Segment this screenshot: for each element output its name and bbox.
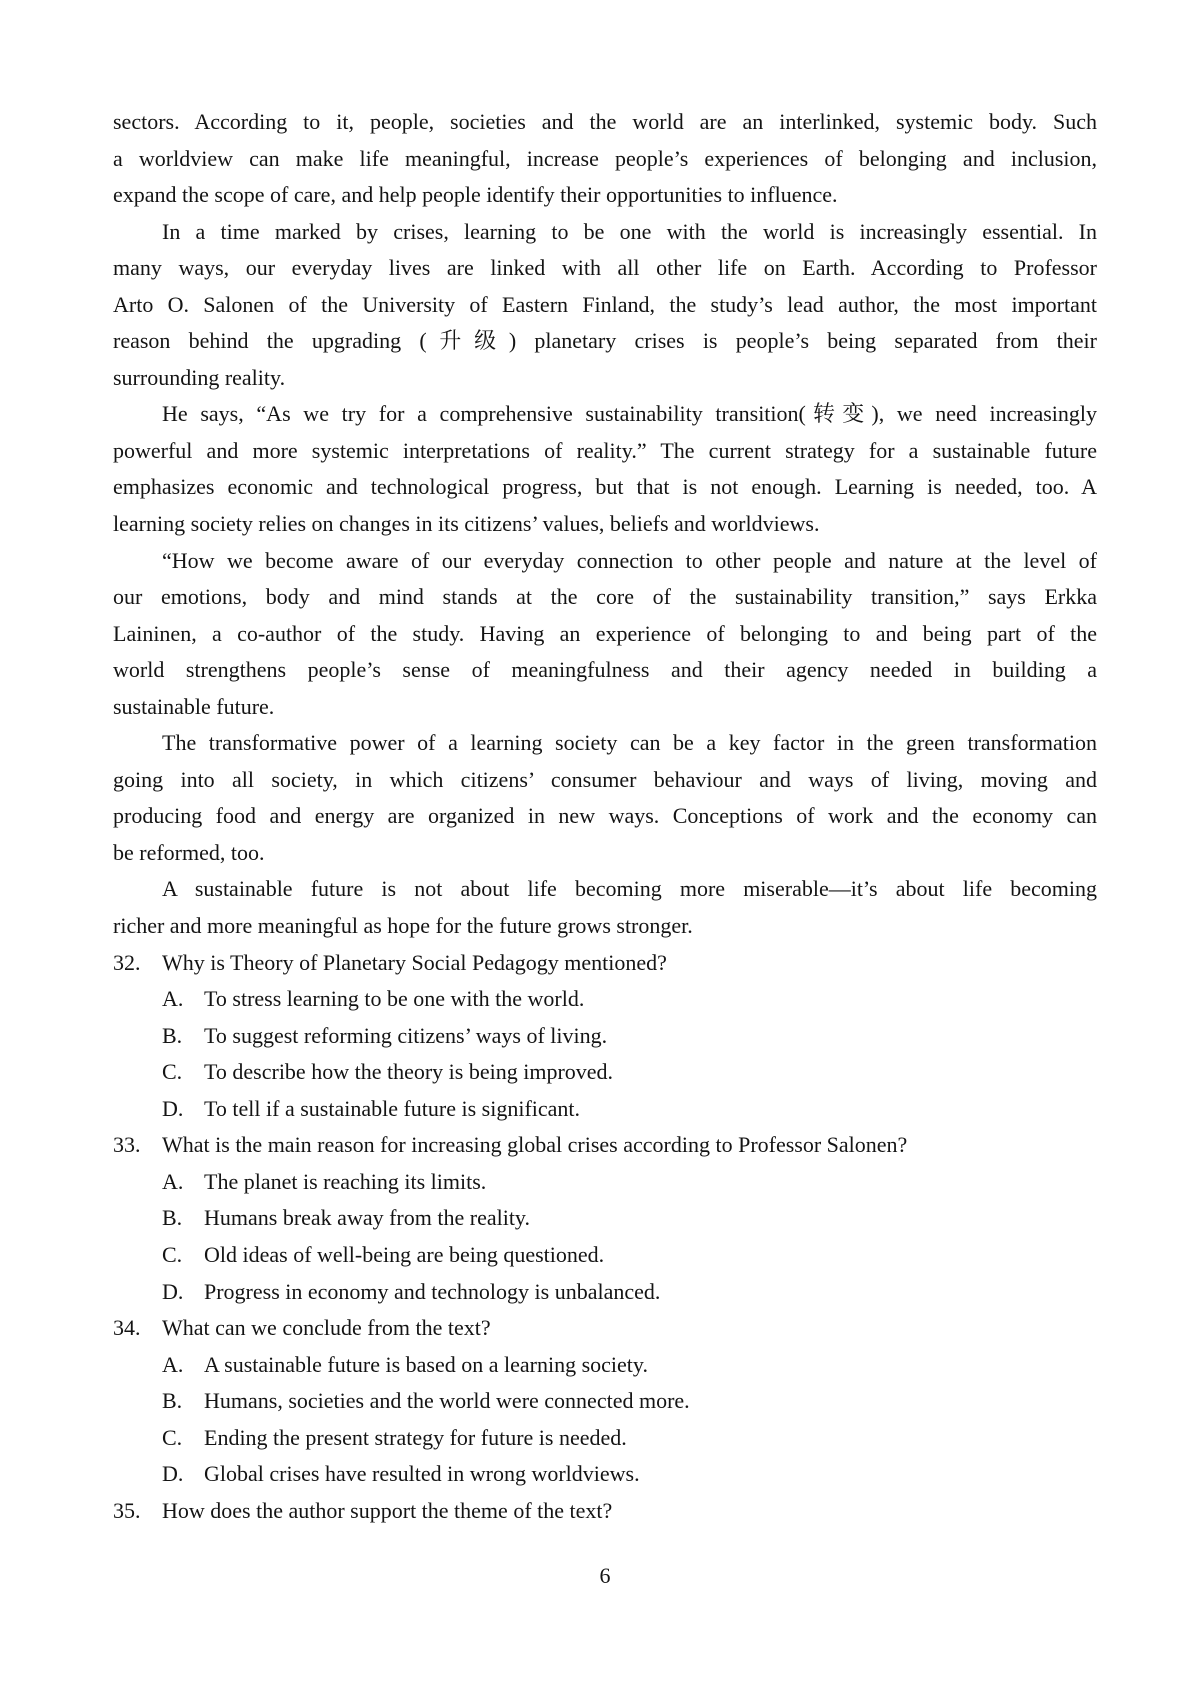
passage-line: be reformed, too. <box>113 839 265 865</box>
passage-line: Arto O. Salonen of the University of Eastern Finland, the study’s lead author, the most important <box>113 291 1097 317</box>
question-number: 32. <box>113 949 141 975</box>
page-content <box>113 104 1097 1529</box>
passage-line: reason behind the upgrading (升级) planetary crises is people’s being separated from their <box>113 328 1097 354</box>
answer-option <box>113 1383 1097 1420</box>
passage-line: our emotions, body and mind stands at the core of the sustainability transition,” says Erkka <box>113 584 1097 610</box>
passage-line: The transformative power of a learning society can be a key factor in the green transformation <box>162 730 1097 756</box>
option-text: Ending the present strategy for future is needed. <box>204 1424 627 1450</box>
option-label: C. <box>162 1059 183 1085</box>
passage-line: many ways, our everyday lives are linked with all other life on Earth. According to Professor <box>113 255 1097 281</box>
passage-line: richer and more meaningful as hope for the future grows stronger. <box>113 913 693 939</box>
paragraph <box>113 396 1097 542</box>
option-label: D. <box>162 1278 184 1304</box>
question-number: 35. <box>113 1497 141 1523</box>
option-text: To suggest reforming citizens’ ways of living. <box>204 1022 608 1048</box>
question <box>113 1127 1097 1310</box>
question-stem: What can we conclude from the text? <box>162 1315 491 1341</box>
passage-line: world strengthens people’s sense of meaningfulness and their agency needed in building a <box>113 657 1097 683</box>
answer-option <box>113 1091 1097 1128</box>
passage-line: going into all society, in which citizens’ consumer behaviour and ways of living, moving and <box>113 766 1097 792</box>
page-number: 6 <box>599 1563 611 1588</box>
question-number: 34. <box>113 1315 141 1341</box>
answer-option <box>113 981 1097 1018</box>
question-stem: Why is Theory of Planetary Social Pedagogy mentioned? <box>162 949 667 975</box>
answer-option <box>113 1274 1097 1311</box>
question-stem-row <box>113 945 1097 982</box>
option-label: A. <box>162 1168 184 1194</box>
option-text: To describe how the theory is being improved. <box>204 1059 614 1085</box>
option-text: To stress learning to be one with the world. <box>204 986 585 1012</box>
passage-line: In a time marked by crises, learning to be one with the world is increasingly essential. In <box>162 218 1097 244</box>
option-text: Progress in economy and technology is unbalanced. <box>204 1278 661 1304</box>
answer-option <box>113 1456 1097 1493</box>
question <box>113 945 1097 1128</box>
passage-line: sustainable future. <box>113 693 275 719</box>
option-text: Global crises have resulted in wrong worldviews. <box>204 1461 640 1487</box>
option-label: C. <box>162 1241 183 1267</box>
option-label: D. <box>162 1461 184 1487</box>
option-text: To tell if a sustainable future is significant. <box>204 1095 581 1121</box>
paragraph <box>113 725 1097 871</box>
option-text: The planet is reaching its limits. <box>204 1168 487 1194</box>
reading-passage <box>113 104 1097 945</box>
passage-line: powerful and more systemic interpretations of reality.” The current strategy for a sustainable future <box>113 437 1097 463</box>
passage-line: “How we become aware of our everyday connection to other people and nature at the level of <box>162 547 1097 573</box>
passage-line: sectors. According to it, people, societies and the world are an interlinked, systemic body. Such <box>113 109 1097 134</box>
question-stem-row <box>113 1493 1097 1530</box>
answer-option <box>113 1018 1097 1055</box>
passage-line: producing food and energy are organized in new ways. Conceptions of work and the economy can <box>113 803 1097 829</box>
passage-line: surrounding reality. <box>113 364 286 390</box>
answer-option <box>113 1237 1097 1274</box>
answer-option <box>113 1054 1097 1091</box>
option-text: Humans, societies and the world were connected more. <box>204 1388 690 1414</box>
answer-option <box>113 1164 1097 1201</box>
option-label: B. <box>162 1205 183 1231</box>
paragraph <box>113 104 1097 214</box>
option-label: B. <box>162 1022 183 1048</box>
passage-line: expand the scope of care, and help people identify their opportunities to influence. <box>113 182 838 208</box>
question-stem: How does the author support the theme of the text? <box>162 1497 613 1523</box>
question-stem-row <box>113 1310 1097 1347</box>
question-stem: What is the main reason for increasing global crises according to Professor Salonen? <box>162 1132 908 1158</box>
question-list <box>113 945 1097 1530</box>
passage-line: a worldview can make life meaningful, increase people’s experiences of belonging and inclusion, <box>113 145 1097 171</box>
option-label: B. <box>162 1388 183 1414</box>
option-label: C. <box>162 1424 183 1450</box>
answer-option <box>113 1200 1097 1237</box>
question <box>113 1493 1097 1530</box>
paragraph <box>113 871 1097 944</box>
paragraph <box>113 543 1097 726</box>
question-number: 33. <box>113 1132 141 1158</box>
option-label: D. <box>162 1095 184 1121</box>
answer-option <box>113 1347 1097 1384</box>
passage-line: emphasizes economic and technological progress, but that is not enough. Learning is needed, too. A <box>113 474 1097 500</box>
passage-line: learning society relies on changes in its citizens’ values, beliefs and worldviews. <box>113 511 820 537</box>
passage-line: A sustainable future is not about life becoming more miserable—it’s about life becoming <box>162 876 1097 902</box>
passage-line: He says, “As we try for a comprehensive sustainability transition(转变), we need increasingly <box>162 401 1097 427</box>
option-label: A. <box>162 986 184 1012</box>
answer-option <box>113 1420 1097 1457</box>
option-text: A sustainable future is based on a learning society. <box>204 1351 648 1377</box>
passage-line: Laininen, a co-author of the study. Having an experience of belonging to and being part of the <box>113 620 1097 646</box>
option-label: A. <box>162 1351 184 1377</box>
option-text: Humans break away from the reality. <box>204 1205 531 1231</box>
option-text: Old ideas of well-being are being questioned. <box>204 1241 605 1267</box>
question <box>113 1310 1097 1493</box>
question-stem-row <box>113 1127 1097 1164</box>
paragraph <box>113 214 1097 397</box>
